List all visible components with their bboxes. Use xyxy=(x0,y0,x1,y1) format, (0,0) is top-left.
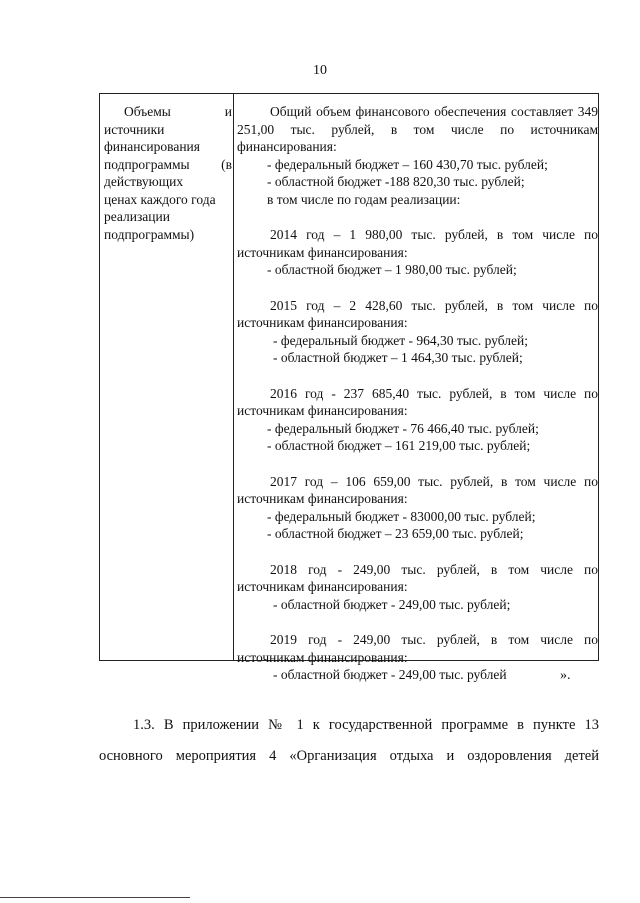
federal-budget-total: - федеральный бюджет – 160 430,70 тыс. рублей; xyxy=(267,156,548,172)
by-years-caption: в том числе по годам реализации: xyxy=(267,191,461,207)
year-heading: 2018 год - 249,00 тыс. рублей, в том числе по xyxy=(270,561,598,577)
year-block xyxy=(237,631,598,684)
column-divider xyxy=(233,94,234,660)
year-budget-item: - федеральный бюджет - 964,30 тыс. рублей; xyxy=(273,332,528,348)
year-budget-item: - федеральный бюджет - 76 466,40 тыс. рублей; xyxy=(267,420,539,436)
year-sources-label: источникам финансирования: xyxy=(237,491,408,506)
label-text: (в xyxy=(221,156,232,172)
year-sources-label: источникам финансирования: xyxy=(237,315,408,330)
funding-table xyxy=(99,93,599,682)
closing-quote: ». xyxy=(560,668,571,683)
year-budget-item: - федеральный бюджет - 83000,00 тыс. рублей; xyxy=(267,508,536,524)
page-number: 10 xyxy=(313,63,327,78)
table-label-cell xyxy=(104,103,232,243)
year-budget-item: - областной бюджет – 23 659,00 тыс. рублей; xyxy=(267,526,524,541)
footer-rule xyxy=(0,897,190,898)
years-list xyxy=(237,226,598,684)
amendment-line: основного мероприятия 4 «Организация отдыха и оздоровления детей xyxy=(99,748,599,764)
year-block xyxy=(237,226,598,279)
year-sources-label: источникам финансирования: xyxy=(237,403,408,418)
year-sources-label: источникам финансирования: xyxy=(237,649,408,665)
label-row xyxy=(104,103,232,121)
regional-budget-total: - областной бюджет -188 820,30 тыс. рублей; xyxy=(267,174,525,189)
label-text: Объемы xyxy=(124,104,171,119)
label-row xyxy=(104,156,232,174)
year-heading: 2019 год - 249,00 тыс. рублей, в том числе по xyxy=(270,632,598,647)
year-block xyxy=(237,297,598,367)
label-text: финансирования xyxy=(104,139,200,154)
label-text: источники xyxy=(104,121,165,137)
amendment-line: 1.3. В приложении № 1 к государственной программе в пункте 13 xyxy=(133,717,599,733)
label-text: и xyxy=(224,104,232,119)
year-block xyxy=(237,473,598,543)
year-budget-item: - областной бюджет – 1 464,30 тыс. рублей; xyxy=(273,350,523,365)
label-text: действующих xyxy=(104,174,184,189)
year-budget-item: - областной бюджет - 249,00 тыс. рублей; xyxy=(273,596,511,612)
year-sources-label: источникам финансирования: xyxy=(237,244,408,260)
total-funding-text: Общий объем финансового обеспечения составляет 349 251,00 тыс. рублей, в том числе по источникам финансирования: xyxy=(237,104,598,154)
year-heading: 2014 год – 1 980,00 тыс. рублей, в том числе по xyxy=(270,227,598,242)
year-budget-item: - областной бюджет – 161 219,00 тыс. рублей; xyxy=(267,438,531,453)
table-content-cell xyxy=(237,103,598,684)
label-text: подпрограммы) xyxy=(104,226,195,242)
year-budget-item: - областной бюджет – 1 980,00 тыс. рублей; xyxy=(267,262,517,277)
year-budget-item: - областной бюджет - 249,00 тыс. рублей xyxy=(273,667,507,682)
year-sources-label: источникам финансирования: xyxy=(237,579,408,594)
year-heading: 2016 год - 237 685,40 тыс. рублей, в том числе по xyxy=(270,385,598,401)
label-text: подпрограммы xyxy=(104,156,190,172)
year-heading: 2015 год – 2 428,60 тыс. рублей, в том числе по xyxy=(270,297,598,313)
year-block xyxy=(237,561,598,614)
label-text: ценах каждого года xyxy=(104,191,216,207)
year-block xyxy=(237,385,598,455)
amendment-paragraph xyxy=(99,710,599,772)
year-heading: 2017 год – 106 659,00 тыс. рублей, в том числе по xyxy=(270,473,598,489)
label-text: реализации xyxy=(104,209,170,224)
